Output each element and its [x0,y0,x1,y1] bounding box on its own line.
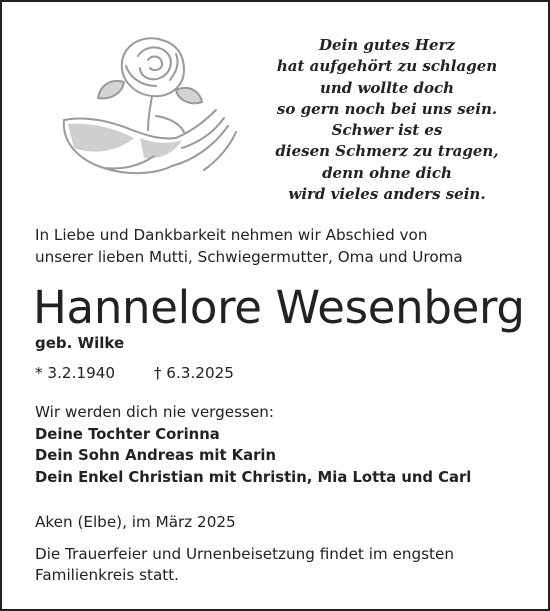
mourner-line: Dein Sohn Andreas mit Karin [35,447,277,465]
poem-line: so gern noch bei uns sein. [276,99,498,118]
poem-line: und wollte doch [319,78,455,97]
funeral-notice [35,544,535,586]
poem-line: denn ohne dich [322,163,452,182]
mourner-line: Dein Enkel Christian mit Christin, Mia Lotta und Carl [35,468,472,486]
poem-line: wird vieles anders sein. [288,185,486,204]
poem [252,35,522,205]
intro-line: In Liebe und Dankbarkeit nehmen wir Abschied von [35,226,428,244]
maiden-name: geb. Wilke [35,334,125,352]
poem-line: Schwer ist es [331,121,443,140]
birth-date: * 3.2.1940 [35,364,116,382]
mourner-line: Deine Tochter Corinna [35,425,220,443]
poem-line: Dein gutes Herz [318,36,456,54]
intro-line: unserer lieben Mutti, Schwiegermutter, Oma und Uroma [35,248,463,266]
deceased-name: Hannelore Wesenberg [33,281,525,334]
notice-line: Die Trauerfeier und Urnenbeisetzung findet im engsten [35,545,454,563]
life-dates [35,363,234,383]
place-date: Aken (Elbe), im März 2025 [35,513,236,531]
poem-line: hat aufgehört zu schlagen [276,57,498,76]
death-date: † 6.3.2025 [153,364,234,382]
intro-text [35,224,535,268]
notice-line: Familienkreis statt. [35,566,179,584]
mourners-heading: Wir werden dich nie vergessen: [35,403,275,421]
rose-in-hands-icon [44,20,250,198]
poem-line: diesen Schmerz zu tragen, [275,142,499,161]
mourners [35,402,540,488]
